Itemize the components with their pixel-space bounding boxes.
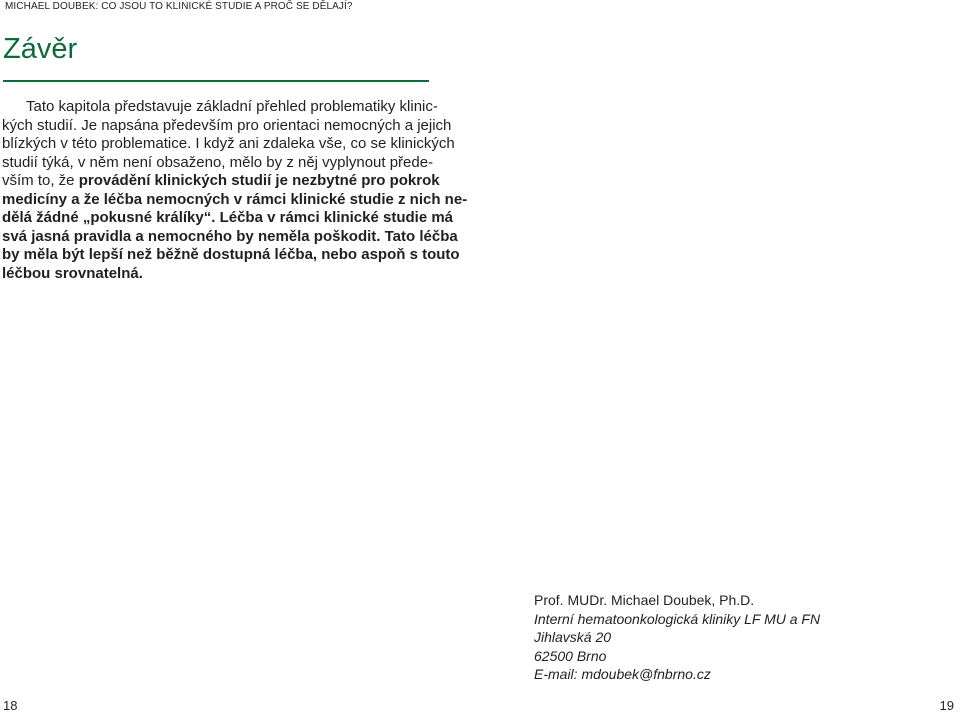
body-line [2, 172, 440, 191]
author-block [534, 591, 820, 684]
running-header: MICHAEL DOUBEK: CO JSOU TO KLINICKÉ STUDIE A PROČ SE DĚLAJÍ? [5, 1, 353, 12]
body-line-bold: svá jasná pravidla a nemocného by neměla poškodit. Tato léčba [2, 227, 458, 245]
body-line: Tato kapitola představuje základní přehled problematiky klinic- [26, 98, 438, 115]
body-line: blízkých v této problematice. I když ani zdaleka vše, co se klinických [2, 135, 455, 152]
author-affiliation: Interní hematoonkologická kliniky LF MU a FN [534, 610, 821, 627]
body-line-text: vším to, že [2, 172, 79, 189]
title-rule [3, 80, 429, 82]
body-line-bold: dělá žádné „pokusné králíky“. Léčba v rámci klinické studie má [2, 209, 454, 226]
body-paragraph [2, 98, 468, 283]
page-number-right: 19 [939, 698, 954, 713]
body-line-bold: léčbou srovnatelná. [2, 264, 143, 282]
author-name: Prof. MUDr. Michael Doubek, Ph.D. [534, 592, 755, 608]
author-email: E-mail: mdoubek@fnbrno.cz [534, 666, 711, 682]
author-street: Jihlavská 20 [534, 629, 612, 645]
body-line-bold: medicíny a že léčba nemocných v rámci klinické studie z nich ne- [2, 190, 468, 208]
body-line-bold: provádění klinických studií je nezbytné pro pokrok [78, 172, 440, 189]
chapter-title: Závěr [3, 33, 78, 65]
body-line: studií týká, v něm není obsaženo, mělo by z něj vyplynout přede- [2, 153, 434, 171]
body-line: kých studií. Je napsána především pro orientaci nemocných a jejich [2, 116, 452, 134]
page-number-left: 18 [3, 698, 18, 713]
author-city: 62500 Brno [534, 647, 607, 664]
body-line-bold: by měla být lepší než běžně dostupná léčba, nebo aspoň s touto [2, 246, 460, 263]
